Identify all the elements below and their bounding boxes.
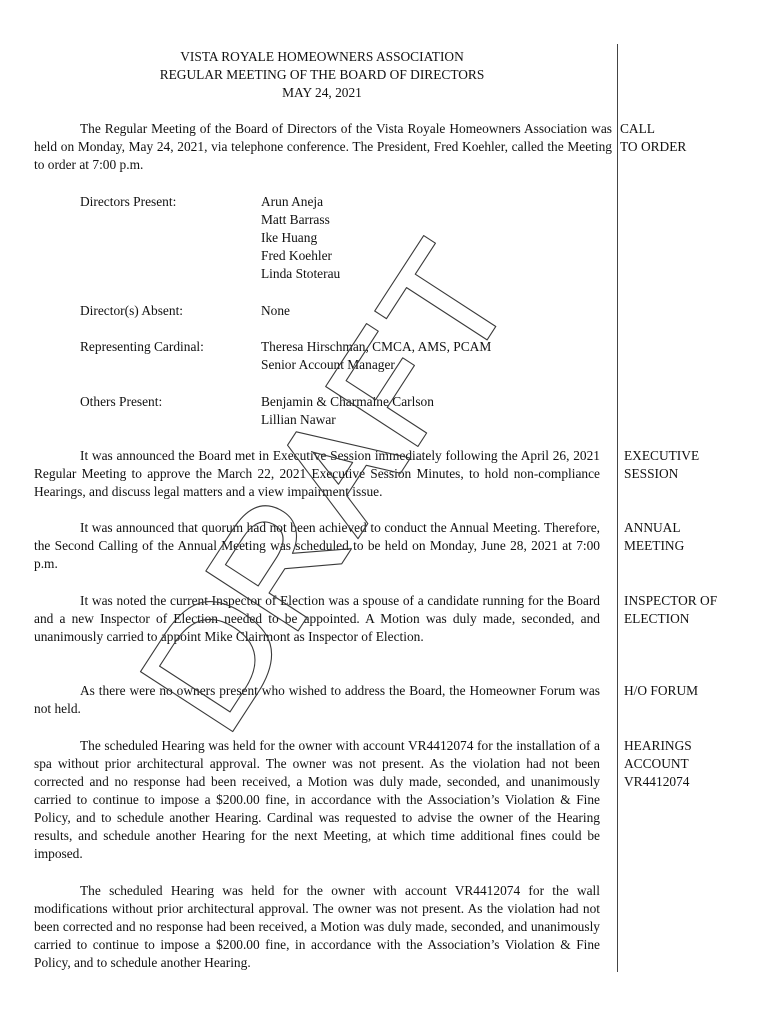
association-name: VISTA ROYALE HOMEOWNERS ASSOCIATION: [180, 49, 464, 64]
representing-cardinal-list: [261, 338, 491, 374]
hearings-account-label: HEARINGS ACCOUNT VR4412074: [624, 738, 692, 789]
directors-absent-list: [261, 302, 290, 320]
inspector-of-election-label: INSPECTOR OF ELECTION: [624, 593, 718, 626]
director-name: Linda Stoterau: [261, 266, 341, 281]
meeting-date: MAY 24, 2021: [282, 85, 362, 100]
absent-name: None: [261, 303, 291, 318]
call-to-order-paragraph: The Regular Meeting of the Board of Directors of the Vista Royale Homeowners Association was held on Monday, May 24, 2021, via telephone conference. The President, Fred Koehler, called the Meeting to order at 7:00 p.m.: [34, 121, 612, 172]
directors-absent-label: Director(s) Absent:: [80, 303, 184, 318]
directors-present-label: Directors Present:: [80, 194, 177, 209]
representing-cardinal-label: Representing Cardinal:: [80, 339, 204, 354]
annual-meeting-label: ANNUAL MEETING: [624, 520, 685, 553]
meeting-title: REGULAR MEETING OF THE BOARD OF DIRECTORS: [159, 67, 485, 82]
representative-name: Theresa Hirschman, CMCA, AMS, PCAM: [261, 339, 492, 354]
director-name: Matt Barrass: [261, 212, 330, 227]
attendee-name: Lillian Nawar: [261, 412, 336, 427]
directors-present-list: [261, 193, 340, 283]
annual-meeting-paragraph: It was announced that quorum had not been achieved to conduct the Annual Meeting. Therefore, the Second Calling of the Annual Meeting was scheduled to be held on Monday, June 28, 2021 at 7:00 p.m.: [34, 520, 600, 571]
director-name: Ike Huang: [261, 230, 318, 245]
hearing-spa-paragraph: The scheduled Hearing was held for the owner with account VR4412074 for the installation of a spa without prior architectural approval. The owner was not present. As the violation had not been corrected and no response had been received, a Motion was duly made, seconded, and unanimously carried to continue to impose a $200.00 fine, in accordance with the Association’s Violation & Fine Policy, and to schedule another Hearing. Cardinal was requested to advise the owner of the Hearing results, and schedule another Hearing for the next Meeting, at which time additional fines could be imposed.: [34, 738, 600, 861]
margin-divider: [617, 44, 618, 972]
director-name: Fred Koehler: [261, 248, 333, 263]
hearing-wall-paragraph: The scheduled Hearing was held for the owner with account VR4412074 for the wall modifications without prior architectural approval. The owner was not present. As the violation had not been corrected and no response had been received, a Motion was duly made, seconded, and unanimously carried to continue to impose a $200.00 fine, in accordance with the Association’s Violation & Fine Policy, and to schedule another Hearing.: [34, 883, 600, 970]
call-to-order-label: CALL TO ORDER: [620, 121, 687, 154]
homeowner-forum-paragraph: As there were no owners present who wished to address the Board, the Homeowner Forum was not held.: [34, 683, 600, 716]
executive-session-paragraph: It was announced the Board met in Executive Session immediately following the April 26, 2021 Regular Meeting to approve the March 22, 2021 Executive Session Minutes, to hold non-compliance Hearings, and discuss legal matters and a view impairment issue.: [34, 448, 600, 499]
others-present-label: Others Present:: [80, 394, 163, 409]
director-name: Arun Aneja: [261, 194, 324, 209]
executive-session-label: EXECUTIVE SESSION: [624, 448, 700, 481]
others-present-list: [261, 393, 434, 429]
homeowner-forum-label: H/O FORUM: [624, 683, 699, 698]
representative-title: Senior Account Manager: [261, 357, 395, 372]
inspector-of-election-paragraph: It was noted the current Inspector of Election was a spouse of a candidate running for the Board and a new Inspector of Election needed to be appointed. A Motion was duly made, seconded, and unanimously carried to appoint Mike Clairmont as Inspector of Election.: [34, 593, 600, 644]
attendee-name: Benjamin & Charmaine Carlson: [261, 394, 434, 409]
